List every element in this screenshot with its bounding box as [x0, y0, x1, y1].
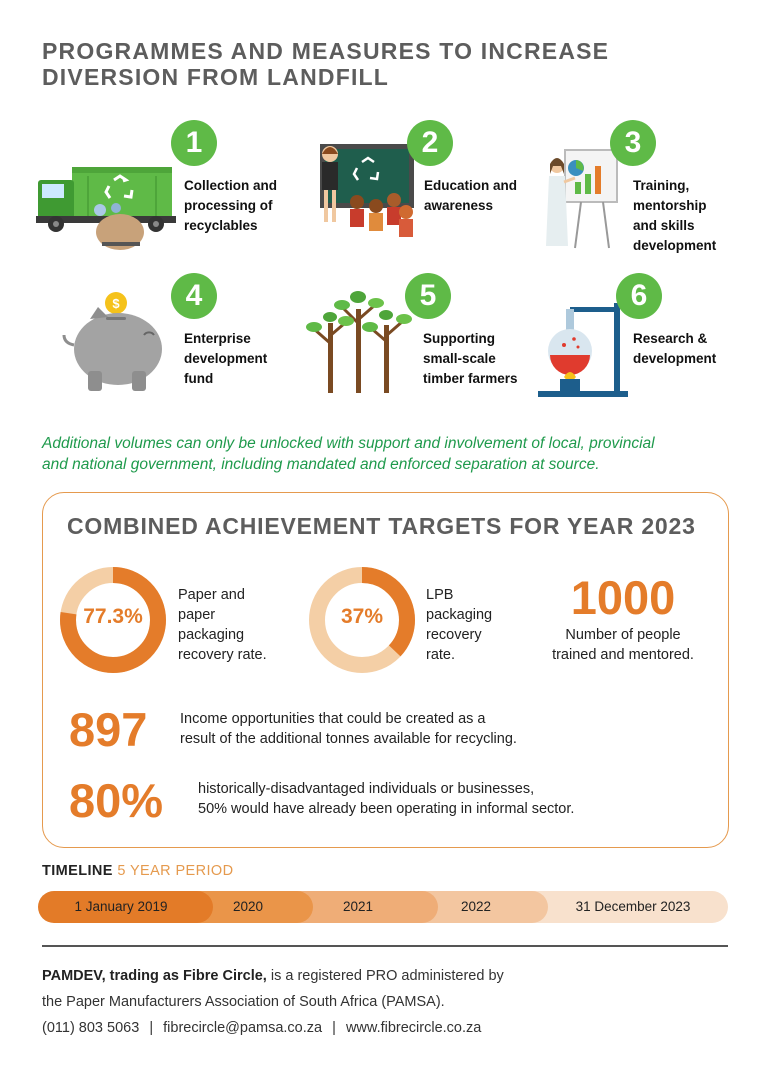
income-opportunities-value: 897 — [69, 703, 148, 756]
lpb-recovery-label-line: recovery — [426, 627, 482, 643]
timeline-bar — [38, 891, 728, 923]
hdi-value: 80% — [69, 774, 164, 827]
paper-recovery-label-line: Paper and — [178, 587, 245, 603]
income-opportunities-label-line: result of the additional tonnes available for recycling. — [180, 731, 517, 747]
hdi-label-line: 50% would have already been operating in informal sector. — [198, 801, 575, 817]
paper-recovery-label — [178, 585, 293, 665]
programme-1 — [36, 120, 278, 250]
programme-1-label-line: recyclables — [184, 218, 258, 233]
footer-website[interactable]: www.fibrecircle.co.za — [345, 1020, 482, 1036]
hdi-label — [198, 779, 708, 819]
programme-6 — [536, 273, 766, 403]
trees-icon — [306, 273, 416, 398]
programme-5-label-line: Supporting — [423, 331, 495, 346]
government-support-note — [42, 433, 732, 475]
footer-registration-text: is a registered PRO administered by — [266, 968, 504, 984]
programme-5-label — [423, 329, 543, 389]
people-trained-label-line: Number of people — [565, 627, 681, 643]
people-trained-value: 1000 — [570, 571, 676, 624]
footer-line-1 — [42, 963, 732, 989]
lpb-recovery-label-line: LPB — [426, 587, 454, 603]
footer-separator: | — [332, 1020, 336, 1036]
note-line-2: and national government, including mandated and enforced separation at source. — [42, 456, 600, 473]
programme-4 — [60, 273, 290, 403]
programme-2-label-line: awareness — [424, 198, 494, 213]
programme-4-number-badge: 4 — [171, 273, 217, 319]
footer-line-2: the Paper Manufacturers Association of South Africa (PAMSA). — [42, 994, 445, 1010]
footer-email[interactable]: fibrecircle@pamsa.co.za — [163, 1020, 323, 1036]
programme-2-number-badge: 2 — [407, 120, 453, 166]
paper-recovery-label-line: paper — [178, 607, 216, 623]
programme-6-label-line: Research & — [633, 331, 708, 346]
recycling-truck-icon — [36, 120, 186, 255]
programme-4-label-line: fund — [184, 371, 214, 386]
programme-3-label — [633, 176, 733, 256]
page-title-line-2: DIVERSION FROM LANDFILL — [42, 64, 390, 90]
programme-3-label-line: Training, — [633, 178, 690, 193]
programme-5-label-line: timber farmers — [423, 371, 518, 386]
targets-panel — [42, 492, 729, 848]
programme-2-label — [424, 176, 544, 216]
classroom-icon — [312, 120, 422, 255]
programme-3-label-line: and skills — [633, 218, 695, 233]
piggy-bank-icon — [60, 273, 172, 398]
programme-1-number-badge: 1 — [171, 120, 217, 166]
footer — [42, 963, 732, 1041]
income-opportunities-label-line: Income opportunities that could be created as a — [180, 711, 486, 727]
programme-2 — [312, 120, 542, 250]
footer-divider — [42, 945, 728, 947]
timeline-label-2022: 2022 — [460, 899, 492, 914]
lpb-recovery-label-line: rate. — [426, 647, 456, 663]
page-title — [42, 38, 682, 90]
programme-5 — [306, 273, 536, 403]
programme-3-label-line: mentorship — [633, 198, 707, 213]
footer-contact-line — [42, 1015, 732, 1041]
programme-6-label-line: development — [633, 351, 717, 366]
footer-company-name: PAMDEV, trading as Fibre Circle, — [42, 968, 267, 984]
programme-3-label-line: development — [633, 238, 717, 253]
programme-6-label — [633, 329, 733, 369]
programme-4-label-line: development — [184, 351, 268, 366]
paper-recovery-label-line: packaging — [178, 627, 245, 643]
programme-2-label-line: Education and — [424, 178, 518, 193]
timeline-label-2019: 1 January 2019 — [74, 899, 168, 914]
programme-4-label — [184, 329, 294, 389]
footer-separator: | — [149, 1020, 154, 1036]
paper-recovery-value: 77.3% — [83, 605, 143, 628]
timeline-label-2020: 2020 — [232, 899, 264, 914]
targets-title: COMBINED ACHIEVEMENT TARGETS FOR YEAR 2023 — [67, 513, 696, 539]
programme-1-label-line: Collection and — [184, 178, 278, 193]
lpb-recovery-label — [426, 585, 521, 665]
programme-4-label-line: Enterprise — [184, 331, 251, 346]
programme-3-number-badge: 3 — [610, 120, 656, 166]
paper-recovery-label-line: recovery rate. — [178, 647, 267, 663]
income-opportunities-label — [180, 709, 700, 749]
timeline-label-2021: 2021 — [342, 899, 374, 914]
programme-6-number-badge: 6 — [616, 273, 662, 319]
timeline-period: 5 YEAR PERIOD — [117, 863, 234, 879]
timeline-label-2023: 31 December 2023 — [575, 899, 691, 914]
people-trained-label — [533, 625, 713, 665]
programme-5-label-line: small-scale — [423, 351, 496, 366]
timeline-label: TIMELINE — [42, 863, 113, 879]
page-title-line-1: PROGRAMMES AND MEASURES TO INCREASE — [42, 38, 610, 64]
svg-text:$: $ — [112, 296, 120, 311]
lpb-recovery-label-line: packaging — [426, 607, 493, 623]
note-line-1: Additional volumes can only be unlocked with support and involvement of local, provincial — [42, 435, 655, 452]
timeline-title — [42, 863, 233, 879]
programme-1-label — [184, 176, 294, 236]
programme-3 — [545, 120, 768, 253]
programme-5-number-badge: 5 — [405, 273, 451, 319]
footer-phone: (011) 803 5063 — [42, 1020, 140, 1036]
people-trained-label-line: trained and mentored. — [552, 647, 694, 663]
lpb-recovery-value: 37% — [340, 605, 384, 628]
hdi-label-line: historically-disadvantaged individuals or businesses, — [198, 781, 535, 797]
programme-1-label-line: processing of — [184, 198, 273, 213]
